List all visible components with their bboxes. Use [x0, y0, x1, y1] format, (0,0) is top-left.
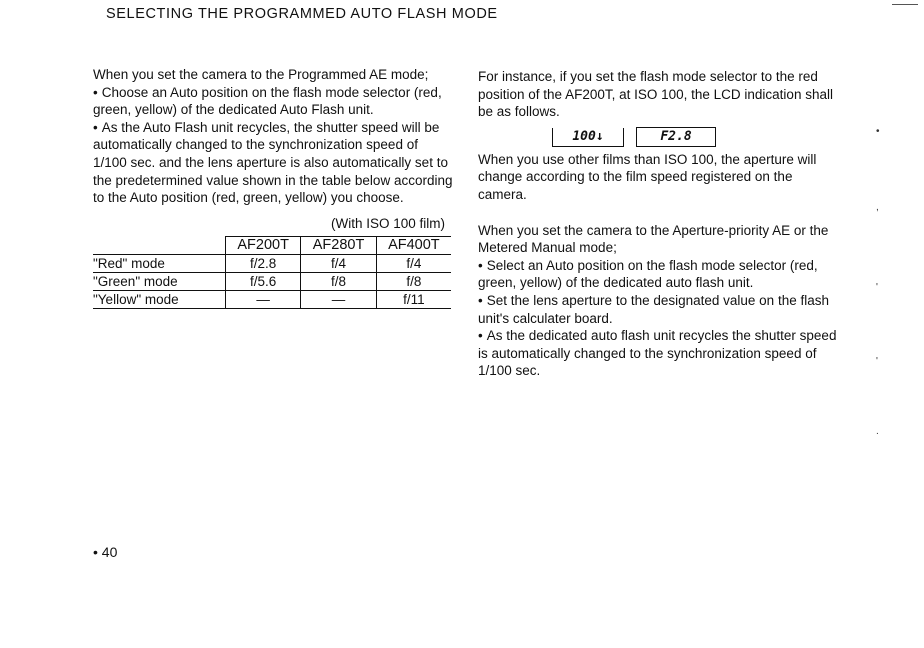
film-speed-text: When you use other films than ISO 100, the aperture will change according to the film speed registered on the camera.: [478, 151, 817, 202]
row-label-red: "Red" mode: [93, 255, 226, 273]
right-column: [478, 68, 838, 380]
intro-text: When you set the camera to the Programmed AE mode;: [93, 67, 429, 82]
table-cell: f/11: [376, 291, 451, 309]
table-cell: f/5.6: [226, 273, 301, 291]
table-row: [93, 255, 451, 273]
lcd-aperture: F2.8: [636, 127, 716, 147]
table-cell: f/2.8: [226, 255, 301, 273]
table-header-af280t: AF280T: [301, 237, 376, 255]
table-cell: —: [301, 291, 376, 309]
aperture-priority-text: When you set the camera to the Aperture-priority AE or the Metered Manual mode;: [478, 222, 829, 256]
corner-mark: [892, 4, 918, 5]
left-column: [93, 66, 453, 309]
lcd-shutter-speed: 100↓: [552, 128, 624, 147]
table-cell: f/4: [301, 255, 376, 273]
table-row: [93, 291, 451, 309]
right-bullet-3: • As the dedicated auto flash unit recycles the shutter speed is automatically changed to the synchronization speed of 1/100 sec.: [478, 327, 838, 380]
table-header-row: [93, 237, 451, 255]
table-cell: —: [226, 291, 301, 309]
row-label-green: "Green" mode: [93, 273, 226, 291]
page-number: • 40: [93, 544, 118, 560]
right-bullet-2: • Set the lens aperture to the designated value on the flash unit's calculater board.: [478, 292, 838, 327]
margin-dot: •: [876, 126, 880, 137]
table-cell: f/4: [376, 255, 451, 273]
margin-dot: ': [876, 356, 878, 367]
table-header-af200t: AF200T: [226, 237, 301, 255]
flash-aperture-table: [93, 236, 451, 309]
iso-note: (With ISO 100 film): [330, 215, 445, 231]
instance-text: For instance, if you set the flash mode selector to the red position of the AF200T, at ISO 100, the LCD indication shall be as follows.: [478, 69, 833, 120]
lcd-indication: [552, 123, 838, 147]
paragraph-gap: [478, 204, 838, 222]
table-cell: f/8: [376, 273, 451, 291]
row-label-yellow: "Yellow" mode: [93, 291, 226, 309]
table-corner: [93, 237, 226, 255]
margin-dot: ,: [876, 202, 879, 213]
right-bullet-1: • Select an Auto position on the flash mode selector (red, green, yellow) of the dedicated auto flash unit.: [478, 257, 838, 292]
margin-dot: .: [876, 426, 879, 437]
page-title: SELECTING THE PROGRAMMED AUTO FLASH MODE: [106, 6, 498, 22]
left-bullet-1: • Choose an Auto position on the flash mode selector (red, green, yellow) of the dedicated Auto Flash unit.: [93, 84, 453, 119]
margin-dot: ': [876, 282, 878, 293]
left-bullet-2: • As the Auto Flash unit recycles, the shutter speed will be automatically changed to the synchronization speed of 1/100 sec. and the lens aperture is also automatically set to the predetermined value shown in the table below according to the Auto position (red, green, yellow) you choose.: [93, 119, 453, 207]
table-row: [93, 273, 451, 291]
table-cell: f/8: [301, 273, 376, 291]
table-header-af400t: AF400T: [376, 237, 451, 255]
